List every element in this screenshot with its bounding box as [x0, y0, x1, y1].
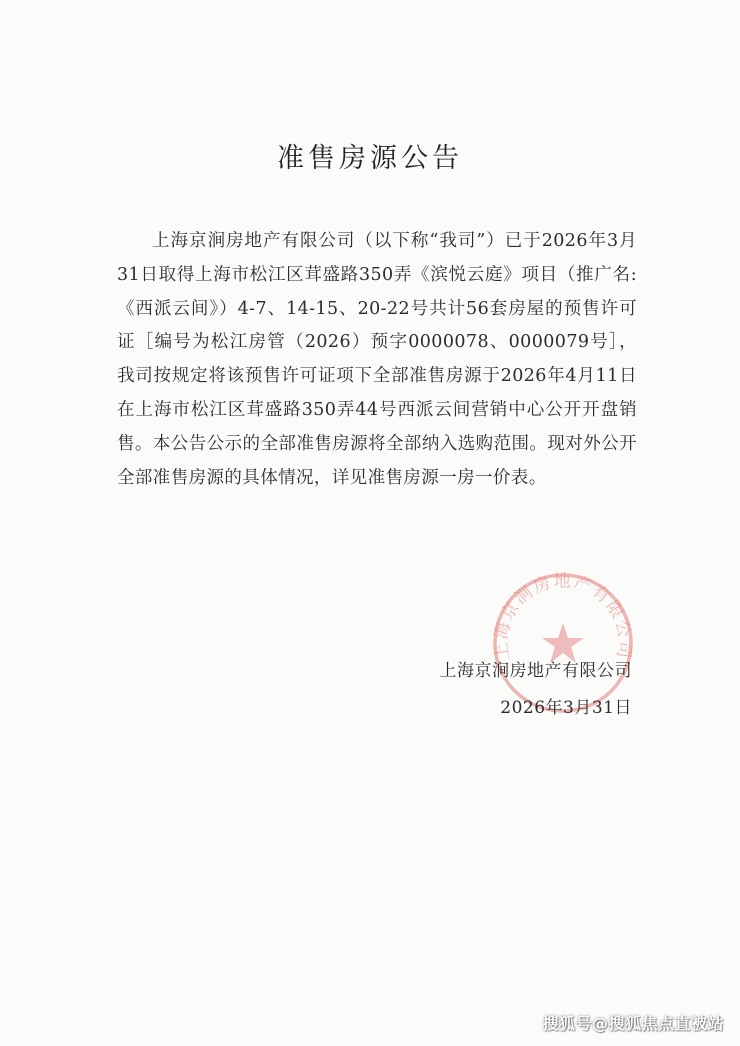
signature-date: 2026年3月31日 [500, 698, 632, 718]
seal-ring-text: 上海京涧房地产有限公司 [491, 571, 635, 662]
source-watermark: 搜狐号@搜狐焦点直被站 [542, 1014, 724, 1033]
document-title: 准售房源公告 [277, 143, 463, 174]
signature-company: 上海京涧房地产有限公司 [439, 661, 632, 681]
announcement-paragraph: 上海京涧房地产有限公司（以下称“我司”）已于2026年3月31日取得上海市松江区茸盛路350弄《滨悦云庭》项目（推广名:《西派云间》）4-7、14-15、20-22号共计56套房屋的预售许可证［编号为松江房管（2026）预字0000078、0000079号］，我司按规定将该预售许可证项下全部准售房源于2026年4月11日在上海市松江区茸盛路350弄44号西派云间营销中心公开开盘销售。本公告公示的全部准售房源将全部纳入选购范围。现对外公开全部准售房源的具体情况，详见准售房源一房一价表。 [117, 231, 637, 488]
